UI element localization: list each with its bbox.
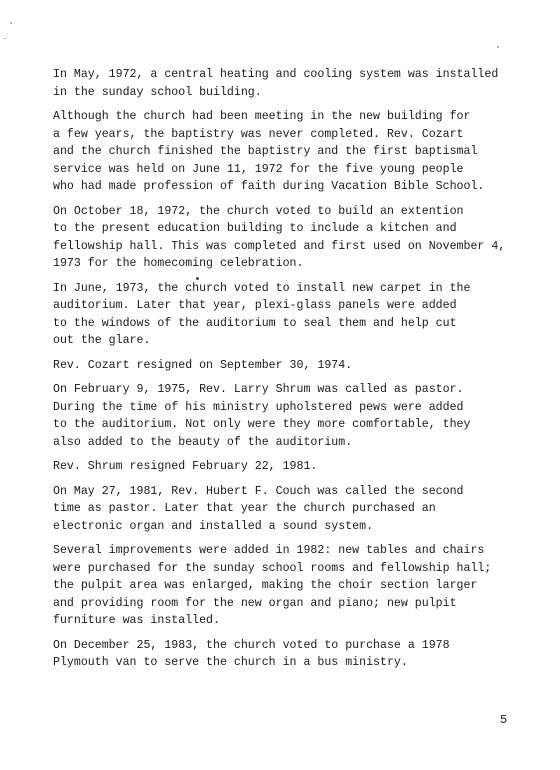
paragraph-education-extension: On October 18, 1972, the church voted to build an extention to the present education building to include a kitchen and fellowship hall. This was completed and first used on November 4, 1973 for the homecoming celebration.	[53, 204, 506, 270]
paragraph-shrum-called: On February 9, 1975, Rev. Larry Shrum was called as pastor. During the time of his ministry upholstered pews were added to the auditorium. Not only were they more comfortable, they also added to the beauty of the auditorium.	[53, 383, 471, 449]
paragraph-carpet: In June, 1973, the church voted to install new carpet in the auditorium. Later that year, plexi-glass panels were added to the windows of the auditorium to seal them and help cut out the glare.	[53, 281, 471, 347]
scan-speck	[4, 38, 6, 39]
paragraph-van-purchase: On December 25, 1983, the church voted to purchase a 1978 Plymouth van to serve the church in a bus ministry.	[53, 638, 450, 669]
scan-speck	[497, 46, 499, 48]
paragraph-baptistry: Although the church had been meeting in the new building for a few years, the baptistry was never completed. Rev. Cozart and the church finished the baptistry and the first baptismal service was held on June 11, 1972 for the five young people who had made profession of faith during Vacation Bible School.	[53, 110, 485, 193]
paragraph-shrum-resigned: Rev. Shrum resigned February 22, 1981.	[53, 460, 318, 473]
paragraph-central-heating: In May, 1972, a central heating and cooling system was installed in the sunday school building.	[53, 68, 499, 99]
paragraph-couch-called: On May 27, 1981, Rev. Hubert F. Couch was called the second time as pastor. Later that year the church purchased an electronic organ and installed a sound system.	[53, 484, 464, 533]
scan-speck	[10, 22, 12, 24]
page-number: 5	[500, 713, 508, 727]
paragraph-improvements-1982: Several improvements were added in 1982: new tables and chairs were purchased for the sunday school rooms and fellowship hall; the pulpit area was enlarged, making the choir section larger and providing room for the new organ and piano; new pulpit furniture was installed.	[53, 544, 492, 627]
body-text	[53, 66, 533, 679]
paragraph-cozart-resigned: Rev. Cozart resigned on September 30, 1974.	[53, 358, 353, 372]
